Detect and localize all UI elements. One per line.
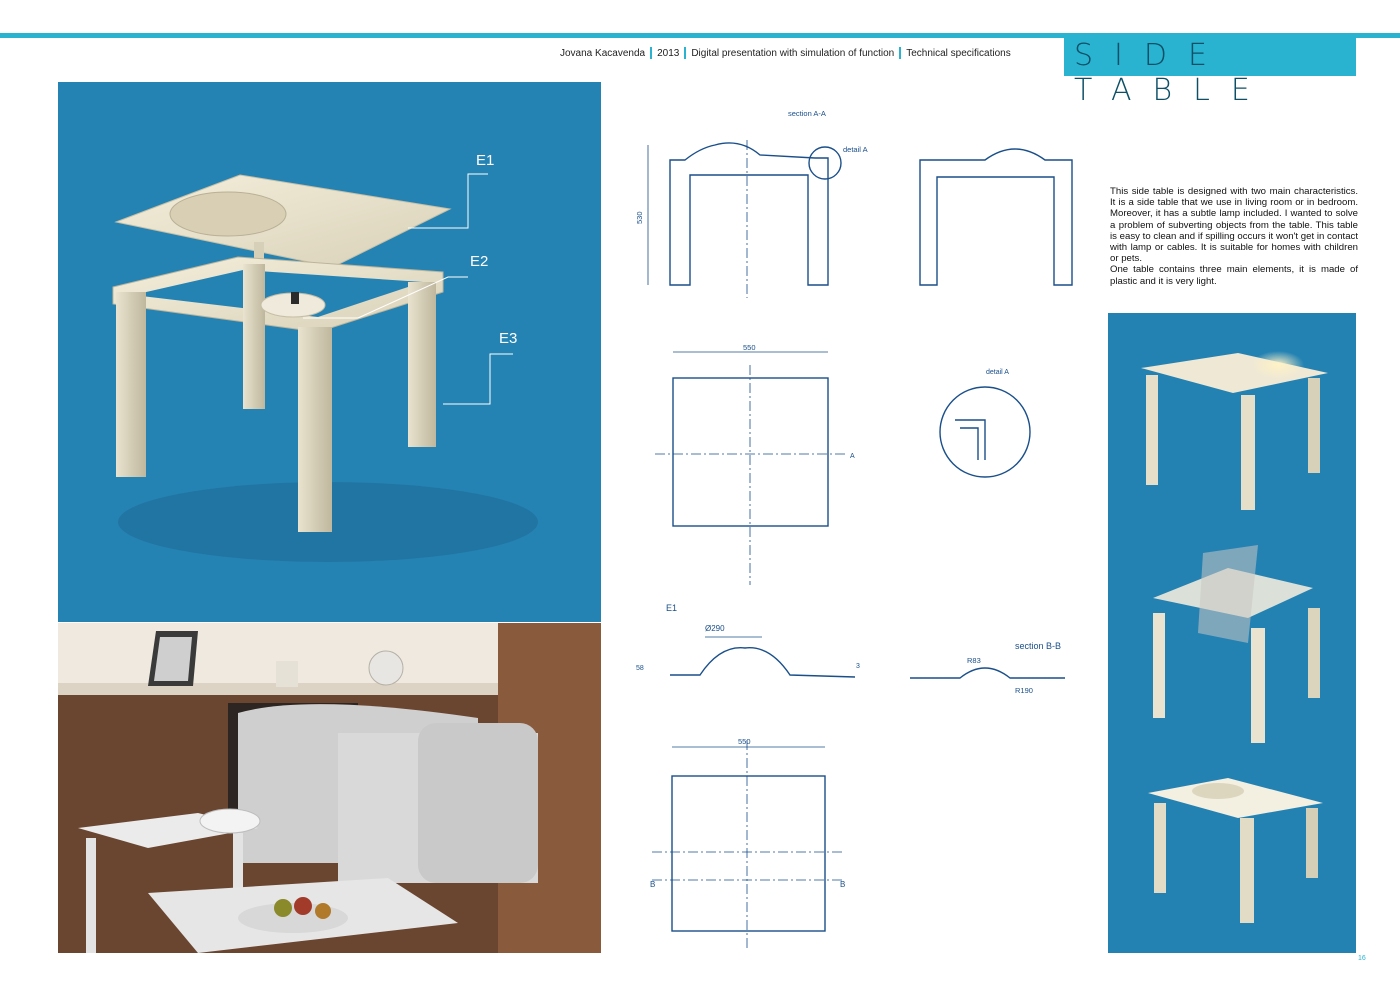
header-item-presentation: Digital presentation with simulation of function xyxy=(691,47,895,59)
callout-e2: E2 xyxy=(470,253,489,270)
living-room-render xyxy=(58,623,601,953)
separator xyxy=(650,47,652,59)
e1-height-dimension: 58 xyxy=(636,665,644,672)
exploded-table-illustration xyxy=(58,82,601,622)
height-dimension: 530 xyxy=(635,211,644,224)
section-aa-label: section A-A xyxy=(788,109,826,118)
separator xyxy=(684,47,686,59)
separator xyxy=(899,47,901,59)
technical-drawings xyxy=(610,100,1100,960)
e1-drawing-label: E1 xyxy=(666,603,678,613)
technical-drawing-sheet xyxy=(610,100,1100,960)
page-title: SIDE TABLE xyxy=(1074,38,1271,108)
detail-a-callout: detail A xyxy=(843,145,868,154)
exploded-render-panel xyxy=(58,82,601,622)
detail-a-title: detail A xyxy=(986,369,1009,376)
description-text xyxy=(1110,186,1358,287)
e1-profile xyxy=(670,648,855,677)
year: 2013 xyxy=(657,47,680,59)
description-paragraph-2: One table contains three main elements, it is made of plastic and it is very light. xyxy=(1110,264,1358,287)
radius-r83: R83 xyxy=(967,656,981,665)
section-bb-label: section B-B xyxy=(1015,641,1062,651)
header-item-specs: Technical specifications xyxy=(906,47,1011,59)
render-sequence-illustration xyxy=(1108,313,1356,953)
page-header xyxy=(560,47,1011,67)
bottom-width-dimension: 550 xyxy=(738,737,751,746)
section-mark-b-left: B xyxy=(650,880,656,889)
title-box xyxy=(1064,36,1356,108)
section-mark-a: A xyxy=(850,453,855,460)
bottom-plan-outline xyxy=(672,776,825,931)
author-name: Jovana Kacavenda xyxy=(560,47,646,59)
callout-e1: E1 xyxy=(476,152,495,169)
top-view-outline xyxy=(673,378,828,526)
top-width-dimension: 550 xyxy=(743,343,756,352)
page-number: 16 xyxy=(1358,955,1366,962)
e1-thickness-dimension: 3 xyxy=(856,663,860,670)
diameter-dimension: Ø290 xyxy=(705,624,725,633)
section-aa-outline xyxy=(670,143,828,285)
section-mark-b-right: B xyxy=(840,880,846,889)
radius-r190: R190 xyxy=(1015,686,1033,695)
callout-e3: E3 xyxy=(499,330,518,347)
section-bb-profile xyxy=(910,668,1065,678)
living-room-illustration xyxy=(58,623,601,953)
side-view-outline xyxy=(920,149,1072,285)
description-paragraph-1: This side table is designed with two main characteristics. It is a side table that we use in living room or in bedroom. Moreover, it has a subtle lamp included. I wanted to solve a problem of subverting objects from the table. This table is easy to clean and if spilling occurs it won't get in contact with lamp or cables. It is suitable for homes with children or pets. xyxy=(1110,186,1358,265)
render-sequence-panel xyxy=(1108,313,1356,953)
